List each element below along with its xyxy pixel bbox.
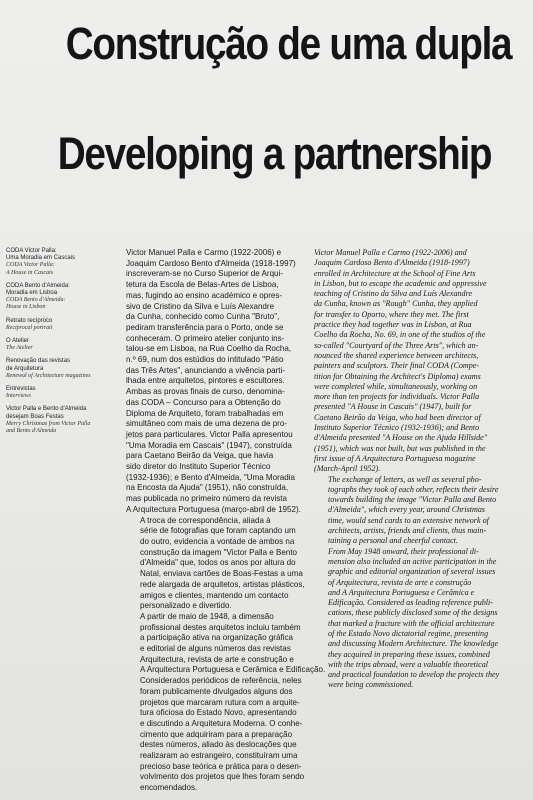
sidebar-title-pt-line2: desejam Boas Festas [6, 413, 64, 420]
text-line: Joaquim Cardoso Bento d'Almeida (1918-1997) [314, 258, 470, 268]
text-line: pediram transferência para o Porto, onde se [126, 322, 284, 332]
text-line: das CODA – Concurso para a Obtenção do [126, 397, 281, 407]
text-line: and practical foundation to develop the projects they [328, 670, 500, 680]
text-line: Considerados periódicos de referência, neles [140, 676, 302, 686]
sidebar-item [6, 406, 120, 435]
text-line: Edificação. Considered as leading reference publi- [328, 598, 493, 608]
sidebar-title-pt: CODA Bento d'Almeida: [6, 282, 70, 289]
paragraph [126, 611, 326, 794]
sidebar-title-pt: Victor Palla e Bento d'Almeida [6, 406, 87, 413]
text-line: d'Almeida" que, todos os anos por altura do [140, 558, 296, 568]
text-line: painters and sculptors. Their final CODA (Compe- [314, 361, 480, 371]
text-line: Victor Manuel Palla e Carmo (1922-2006) and [314, 248, 467, 257]
text-line: encomendados. [140, 783, 198, 793]
text-line: were completed while, simultaneously, working on [314, 381, 478, 391]
text-line: sido diretor do Instituto Superior Técnico [126, 462, 271, 472]
text-line: volvimento dos projetos que lhes foram sendo [140, 772, 305, 782]
text-line: construção da imagem "Victor Palla e Bento [140, 547, 298, 557]
text-line: mas publicada no primeiro número da revista [126, 494, 288, 504]
text-line: e editorial de alguns números das revistas [140, 644, 291, 654]
text-line: da Cunha, conhecido como Cunha "Bruto", [126, 312, 280, 322]
sidebar-title-en: Interviews [6, 393, 31, 400]
sidebar-title-en: Renewal of Architecture magazines [6, 372, 91, 379]
sidebar-title-pt: Renovação das revistas [6, 358, 71, 365]
sidebar-title-en: CODA Bento d'Almeida: [6, 297, 66, 304]
paragraph [126, 516, 306, 612]
sidebar-title-pt: Entrevistas [6, 386, 36, 393]
sidebar-title-pt-line2: de Arquitetura [6, 365, 44, 372]
text-line: Ambas as provas finais de curso, denomina- [126, 387, 285, 397]
sidebar-item [6, 283, 120, 312]
text-line: mension also included an active participation in the [328, 556, 497, 566]
sidebar-title-en-line2: House in Lisbon [6, 304, 46, 311]
title-portuguese: Construção de uma dupla [65, 18, 512, 69]
sidebar-item [6, 358, 120, 380]
paragraph [314, 248, 496, 475]
text-line: Joaquim Cardoso Bento d'Almeida (1918-1997) [126, 258, 296, 268]
text-line: Diploma de Arquiteto, foram trabalhadas em [126, 408, 284, 418]
sidebar-title-pt: CODA Victor Palla: [6, 248, 57, 254]
sidebar-title-en: Reciprocal portrait [6, 324, 53, 331]
text-line: Caetano Beirão da Veiga, who had been director of [314, 412, 481, 422]
text-line: amigos e clientes, mantendo um contacto [140, 590, 289, 600]
text-line: presented "A House in Cascais" (1947), built for [314, 402, 472, 412]
text-line: lhada entre arquitetos, pintores e escultores. [126, 376, 285, 386]
text-line: talou-se em Lisboa, na Rua Coelho da Rocha, [126, 344, 292, 354]
sidebar-item [6, 386, 120, 400]
text-line: Natal, enviava cartões de Boas-Festas a uma [140, 569, 303, 579]
text-line: practice they had together was in Lisbon, at Rua [314, 320, 472, 330]
english-text-column [314, 248, 500, 691]
text-line: were being commissioned. [328, 680, 414, 690]
sidebar-title-en: Merry Christmas from Victor Palla [6, 420, 91, 427]
text-line: A troca de correspondência, aliada à [140, 515, 271, 525]
text-line: e discutindo a Arquitetura Moderna. O conhe- [140, 718, 303, 728]
text-line: more than ten projects for individuals. Victor Palla [314, 392, 480, 402]
sidebar-list [6, 248, 120, 441]
text-line: nounced the shared experience between architects, [314, 350, 479, 360]
paragraph [126, 248, 306, 516]
text-line: (1951), which was not built, but was published in the [314, 443, 486, 453]
sidebar-title-pt: Retrato recíproco [6, 317, 53, 324]
text-line: n.º 69, num dos estúdios do intitulado "Pátio [126, 355, 284, 365]
text-line: in Lisbon, but to escape the academic and oppressive [314, 278, 487, 288]
text-line: of the Estado Novo dictatorial regime, presenting [328, 628, 489, 638]
text-line: tura oficiosa do Estado Novo, apresentando [140, 708, 297, 718]
text-line: taining a personal and cheerful contact. [328, 536, 458, 546]
text-line: Coelho da Rocha, No. 69, in one of the studios of the [314, 330, 486, 340]
text-line: and discussing Modern Architecture. The knowledge [328, 639, 499, 649]
text-line: destes números, aliado às deslocações que [140, 740, 297, 750]
text-line: Arquitectura, revista de arte e construção e [140, 654, 294, 664]
text-line: "Uma Moradia em Cascais" (1947), construída [126, 440, 292, 450]
sidebar-item [6, 338, 120, 352]
text-line: towards building the image "Victor Palla and Bento [328, 495, 497, 505]
paragraph [314, 474, 499, 547]
text-line: d'Almeida", which every year, around Christmas [328, 505, 486, 515]
text-line: tographs they took of each other, reflects their desire [328, 484, 499, 494]
text-line: do outro, evidencia a vontade de ambos na [140, 536, 295, 546]
text-line: first issue of A Arquitectura Portuguesa magazine [314, 453, 476, 463]
sidebar-title-en: The Atelier [6, 345, 33, 352]
sidebar-title-pt-line2: Uma Moradia em Cascais [6, 255, 76, 262]
title-english: Developing a partnership [57, 128, 492, 179]
text-line: From May 1948 onward, their professional di- [328, 546, 479, 556]
text-line: enrolled in Architecture at the School of Fine Arts [314, 268, 476, 278]
text-line: foram publicamente divulgados alguns dos [140, 686, 293, 696]
text-line: sivo de Cristino da Silva e Luís Alexandre [126, 301, 275, 311]
text-line: A Arquitectura Portuguesa e Cerâmica e Edificação. [140, 665, 326, 675]
text-line: projetos que marcaram rutura com a arquite- [140, 697, 300, 707]
text-line: mas, fugindo ao ensino académico e opres- [126, 290, 283, 300]
text-line: precioso base teórica e prática para o desen- [140, 761, 302, 771]
text-line: d'Almeida presented "A House on the Ajuda Hillside" [314, 433, 488, 443]
text-line: inscreveram-se no Curso Superior de Arqui- [126, 269, 283, 279]
sidebar-item [6, 318, 120, 332]
text-line: cations, these publicly disclosed some of the designs [328, 608, 498, 618]
text-line: cimento que adquiriram para a preparação [140, 729, 293, 739]
portuguese-text-column [126, 248, 326, 794]
text-line: para Caetano Beirão da Veiga, que havia [126, 451, 274, 461]
text-line: of Arquitectura, revista de arte e construção [328, 577, 472, 587]
sidebar-title-en: CODA Victor Palla: [6, 262, 55, 269]
sidebar-title-pt-line2: Moradia em Lisboa [6, 290, 58, 297]
text-line: and A Arquitectura Portuguesa e Cerâmica e [328, 587, 475, 597]
text-line: na Encosta da Ajuda" (1951), não construída, [126, 483, 289, 493]
text-line: A Arquitectura Portuguesa (março-abril de 1952). [126, 504, 301, 514]
text-line: A partir de maio de 1948, a dimensão [140, 611, 274, 621]
text-line: tition for Obtaining the Architect's Diploma) exams [314, 371, 481, 381]
sidebar-title-en-line2: A House in Cascais [6, 269, 54, 276]
paragraph [314, 546, 500, 691]
text-line: realizaram ao estrangeiro, constituíram uma [140, 751, 298, 761]
text-line: architects, artists, friends and clients, thus main- [328, 526, 487, 536]
text-line: série de fotografias que foram captando um [140, 526, 296, 536]
text-line: rede alargada de arquitetos, artistas plásticos, [140, 579, 305, 589]
sidebar-title-pt: O Atelier [6, 338, 30, 345]
text-line: so-called "Courtyard of the Three Arts", which an- [314, 340, 479, 350]
text-line: with the trips abroad, were a valuable theoretical [328, 659, 489, 669]
text-line: teaching of Cristino da Silva and Luís Alexandre [314, 289, 473, 299]
text-line: graphic and editorial organization of several issues [328, 567, 496, 577]
text-line: simultâneo com mais de uma dezena de pro- [126, 419, 288, 429]
text-line: Instituto Superior Técnico (1932-1936); and Bento [314, 423, 480, 433]
text-line: profissional destes arquitetos incluiu também [140, 622, 301, 632]
text-line: The exchange of letters, as well as several pho- [328, 474, 482, 484]
text-line: das Três Artes", anunciando a vivência parti- [126, 365, 285, 375]
text-line: Victor Manuel Palla e Carmo (1922-2006) e [126, 248, 282, 257]
sidebar-title-en-line2: and Bento d'Almeida [6, 428, 57, 435]
text-line: time, would send cards to an extensive network of [328, 515, 489, 525]
text-line: da Cunha, known as "Rough" Cunha, they applied [314, 299, 478, 309]
text-line: conheceram. O primeiro atelier conjunto ins- [126, 333, 285, 343]
text-line: they acquired in preparing these issues, combined [328, 649, 490, 659]
text-line: (1932-1936); e Bento d'Almeida, "Uma Moradia [126, 472, 295, 482]
text-line: tetura da Escola de Belas-Artes de Lisboa, [126, 280, 279, 290]
sidebar-item [6, 248, 120, 277]
text-line: that marked a fracture with the official architecture [328, 618, 495, 628]
text-line: for transfer to Oporto, where they met. The first [314, 309, 469, 319]
text-line: jetos para particulares. Victor Palla apresentou [126, 429, 293, 439]
text-line: personalizado e divertido. [140, 601, 232, 611]
text-line: a participação ativa na organização gráfica [140, 633, 293, 643]
text-line: (March-April 1952). [314, 464, 381, 474]
